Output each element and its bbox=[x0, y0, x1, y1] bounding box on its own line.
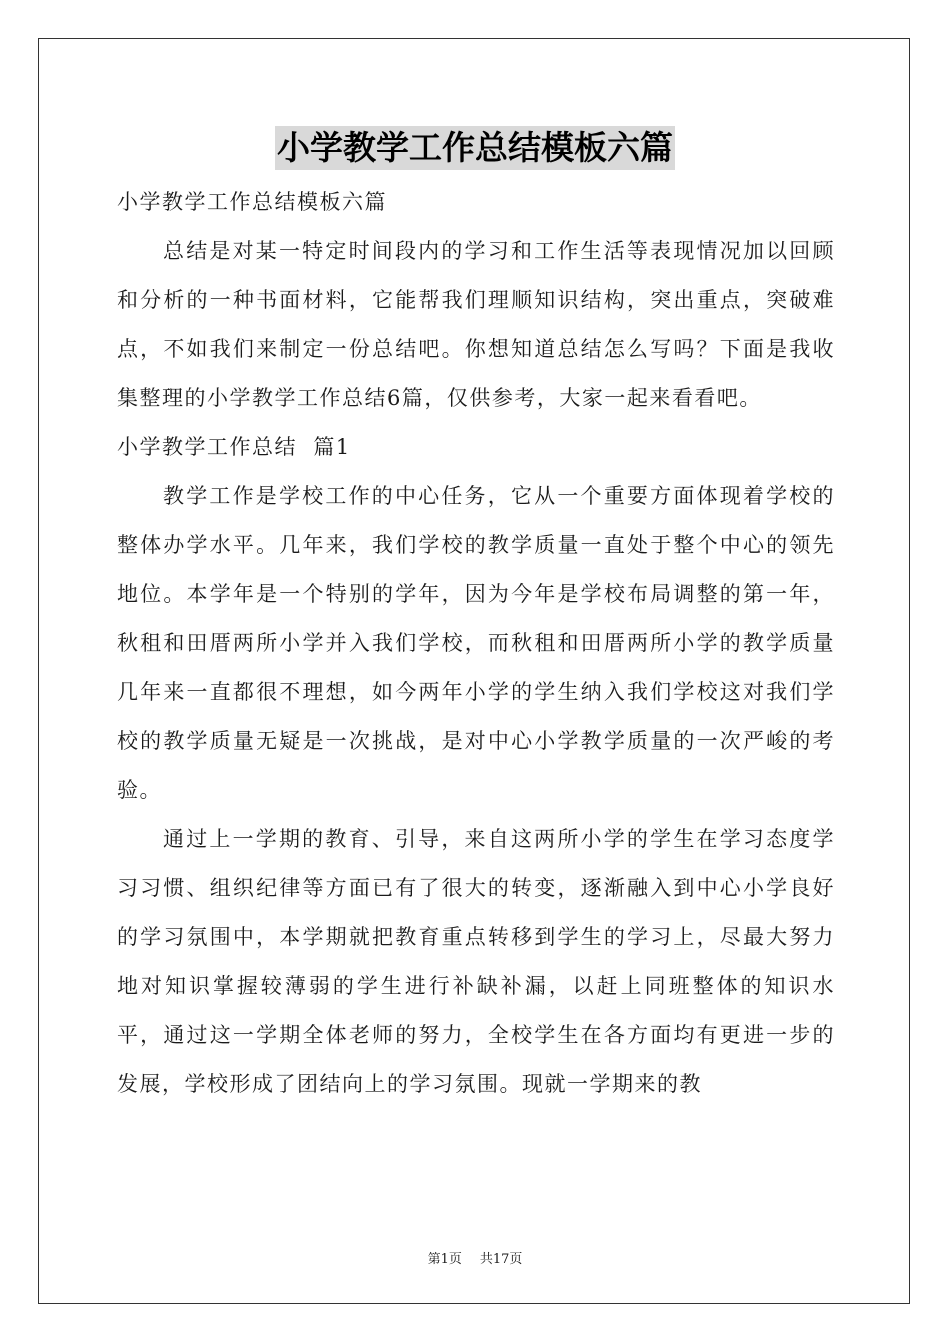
document-subtitle: 小学教学工作总结模板六篇 bbox=[117, 190, 387, 214]
document-body bbox=[117, 178, 835, 1109]
page-number: 第1页 bbox=[427, 1252, 462, 1267]
body-paragraph-2: 通过上一学期的教育、引导，来自这两所小学的学生在学习态度学习习惯、组织纪律等方面已有了很大的转变，逐渐融入到中心小学良好的学习氛围中，本学期就把教育重点转移到学生的学习上，尽最大努力地对知识掌握较薄弱的学生进行补缺补漏，以赶上同班整体的知识水平，通过这一学期全体老师的努力，全校学生在各方面均有更进一步的发展，学校形成了团结向上的学习氛围。现就一学期来的教 bbox=[117, 827, 835, 1096]
intro-paragraph: 总结是对某一特定时间段内的学习和工作生活等表现情况加以回顾和分析的一种书面材料，它能帮我们理顺知识结构，突出重点，突破难点，不如我们来制定一份总结吧。你想知道总结怎么写吗？下面是我收集整理的小学教学工作总结6篇，仅供参考，大家一起来看看吧。 bbox=[117, 239, 835, 410]
page-footer bbox=[0, 1248, 950, 1267]
title-container bbox=[0, 126, 950, 170]
document-title: 小学教学工作总结模板六篇 bbox=[275, 126, 675, 170]
page-total: 共17页 bbox=[479, 1252, 523, 1267]
section-heading: 小学教学工作总结 篇1 bbox=[117, 435, 351, 459]
body-paragraph-1: 教学工作是学校工作的中心任务，它从一个重要方面体现着学校的整体办学水平。几年来，我们学校的教学质量一直处于整个中心的领先地位。本学年是一个特别的学年，因为今年是学校布局调整的第一年，秋租和田厝两所小学并入我们学校，而秋租和田厝两所小学的教学质量几年来一直都很不理想，如今两年小学的学生纳入我们学校这对我们学校的教学质量无疑是一次挑战，是对中心小学教学质量的一次严峻的考验。 bbox=[117, 484, 835, 802]
